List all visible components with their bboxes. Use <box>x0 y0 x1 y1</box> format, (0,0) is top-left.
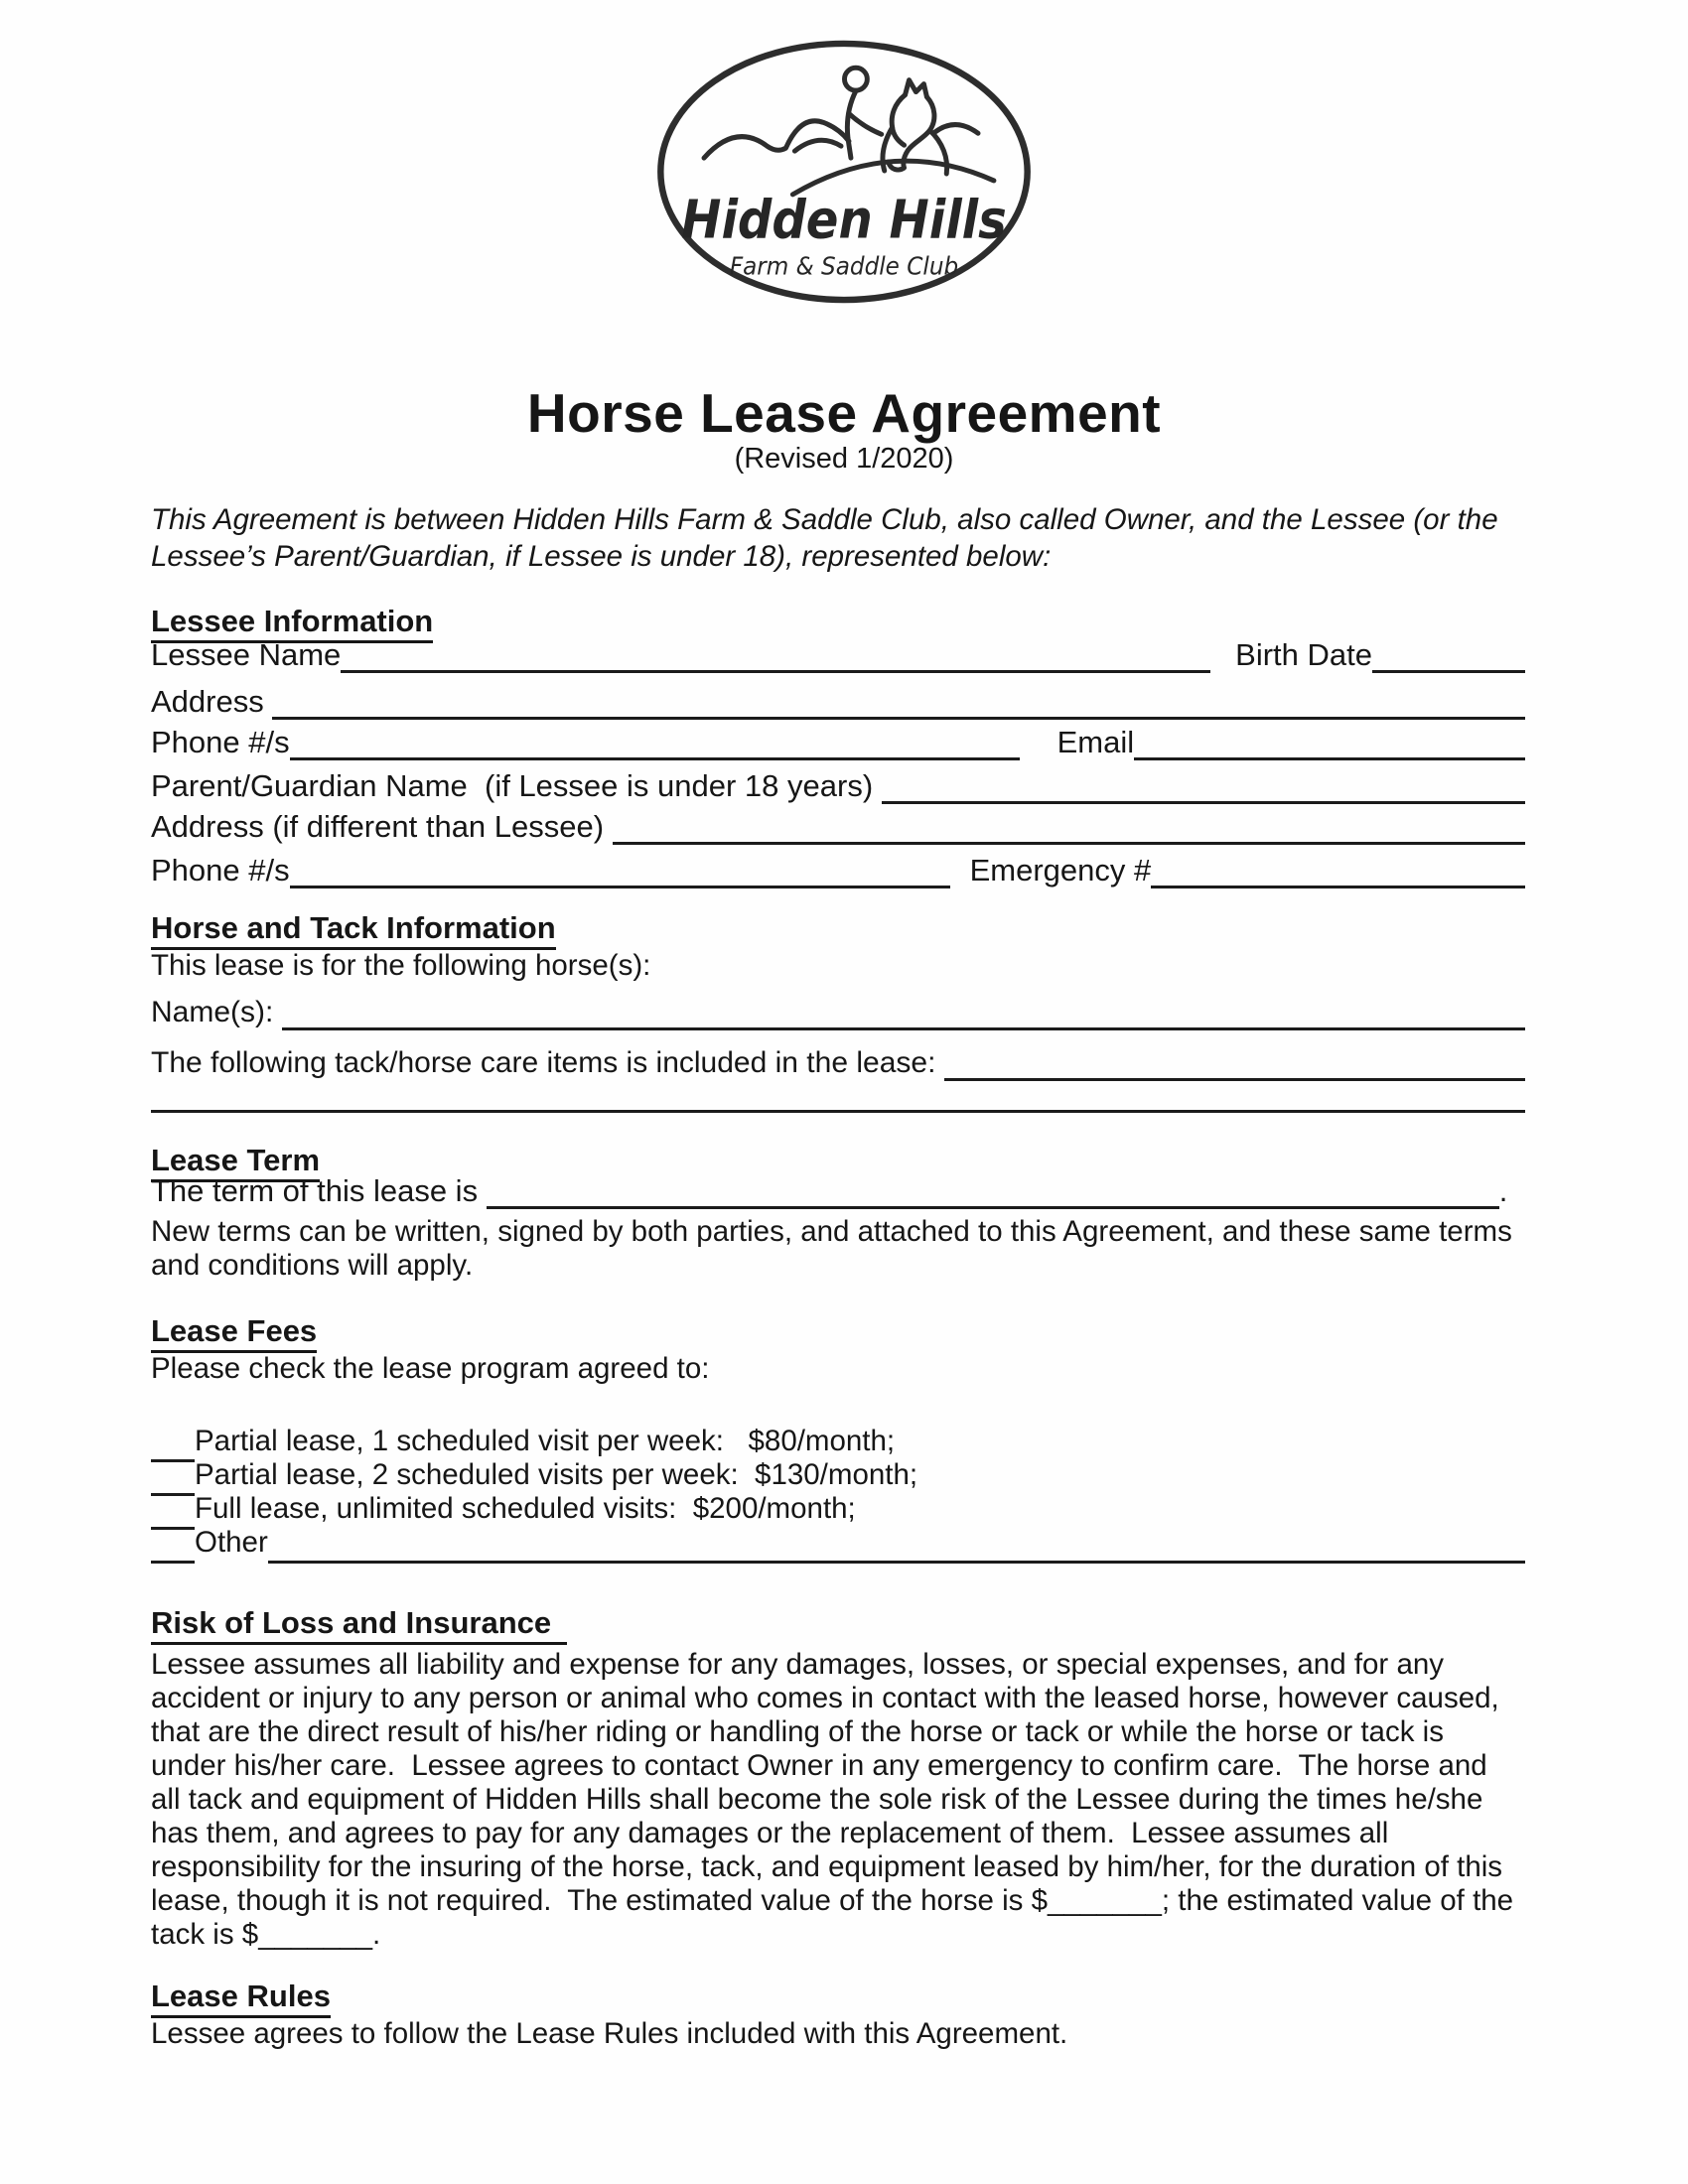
phone-emergency-row <box>151 847 1525 888</box>
risk-line-2: accident or injury to any person or animal who comes in contact with the leased horse, however caused, <box>151 1682 1499 1714</box>
logo-container <box>0 33 1688 314</box>
section-heading-risk: Risk of Loss and Insurance <box>151 1604 567 1645</box>
logo-name-text: Hidden Hills <box>681 188 1007 251</box>
logo-tagline-text: Farm & Saddle Club <box>729 251 959 281</box>
section-heading-lease-rules: Lease Rules <box>151 1978 331 2018</box>
tack-items-field[interactable] <box>944 1074 1525 1081</box>
lessee-name-label: Lessee Name <box>151 637 342 672</box>
lessee-name-field[interactable] <box>341 666 1210 673</box>
address2-label: Address (if different than Lessee) <box>151 809 613 844</box>
section-heading-lease-term: Lease Term <box>151 1142 320 1182</box>
email-label: Email <box>1056 725 1135 759</box>
phone-field[interactable] <box>290 753 1020 760</box>
page-title: Horse Lease Agreement <box>526 382 1162 444</box>
intro-line-2: Lessee’s Parent/Guardian, if Lessee is under 18), represented below: <box>151 540 1052 573</box>
fee-option-full <box>151 1492 1525 1526</box>
section-heading-lessee-information: Lessee Information <box>151 603 433 643</box>
parent-guardian-row <box>151 762 1525 804</box>
parent-guardian-label: Parent/Guardian Name (if Lessee is under 18 years) <box>151 768 882 803</box>
address-label: Address <box>151 684 273 719</box>
horse-intro-line: This lease is for the following horse(s): <box>151 949 651 982</box>
emergency-label: Emergency # <box>969 853 1152 887</box>
lease-term-line-1: New terms can be written, signed by both parties, and attached to this Agreement, and these same terms <box>151 1215 1512 1248</box>
horse-names-label: Name(s): <box>151 996 282 1028</box>
risk-line-5: all tack and equipment of Hidden Hills shall become the sole risk of the Lessee during the times he/she <box>151 1783 1483 1816</box>
lease-term-line-2: and conditions will apply. <box>151 1249 474 1282</box>
risk-line-6: has them, and agrees to pay for any damages or the replacement of them. Lessee assumes all <box>151 1817 1389 1849</box>
horse-names-row <box>151 989 1525 1030</box>
address2-row <box>151 803 1525 845</box>
section-heading-lease-fees: Lease Fees <box>151 1312 317 1353</box>
risk-line-1: Lessee assumes all liability and expense for any damages, losses, or special expenses, and for any <box>151 1648 1445 1681</box>
fee-option-other-label: Other <box>195 1526 268 1559</box>
risk-line-3: that are the direct result of his/her riding or handling of the horse or tack or while the horse or tack is <box>151 1715 1444 1748</box>
fee-option-partial-1 <box>151 1425 1525 1458</box>
birth-date-field[interactable] <box>1372 666 1525 673</box>
tack-items-continuation-field[interactable] <box>151 1086 1525 1113</box>
lease-term-field[interactable] <box>487 1202 1499 1209</box>
fee-option-partial-2 <box>151 1458 1525 1492</box>
fee-option-2-label: Partial lease, 2 scheduled visits per week: $130/month; <box>195 1458 918 1491</box>
phone2-label: Phone #/s <box>151 853 290 887</box>
lease-term-label: The term of this lease is <box>151 1173 487 1208</box>
intro-paragraph <box>151 501 1525 575</box>
risk-line-8: lease, though it is not required. The estimated value of the horse is $_______; the estimated value of the <box>151 1884 1514 1917</box>
lease-fees-intro: Please check the lease program agreed to: <box>151 1352 710 1385</box>
fee-option-other-field[interactable] <box>268 1557 1525 1564</box>
lessee-name-row <box>151 631 1525 673</box>
birth-date-label: Birth Date <box>1235 637 1372 672</box>
revision-note: (Revised 1/2020) <box>734 443 954 475</box>
lease-term-period: . <box>1498 1173 1508 1208</box>
phone-email-row <box>151 719 1525 760</box>
hidden-hills-logo <box>646 33 1042 309</box>
horse-names-field[interactable] <box>282 1024 1525 1030</box>
lease-term-row <box>151 1167 1525 1209</box>
risk-paragraph <box>151 1648 1525 1952</box>
fee-option-1-label: Partial lease, 1 scheduled visit per week: $80/month; <box>195 1425 896 1457</box>
phone2-field[interactable] <box>290 882 950 888</box>
phone-label: Phone #/s <box>151 725 290 759</box>
horse-rider-sketch <box>792 68 994 195</box>
fee-option-3-label: Full lease, unlimited scheduled visits: $200/month; <box>195 1492 856 1525</box>
address-row <box>151 678 1525 720</box>
fee-option-other <box>151 1526 1525 1560</box>
risk-line-7: responsibility for the insuring of the horse, tack, and equipment leased by him/her, for the duration of this <box>151 1850 1503 1883</box>
address2-field[interactable] <box>613 838 1525 845</box>
risk-line-4: under his/her care. Lessee agrees to contact Owner in any emergency to confirm care. The horse and <box>151 1749 1487 1782</box>
email-field[interactable] <box>1134 753 1525 760</box>
risk-line-9: tack is $_______. <box>151 1918 381 1951</box>
emergency-field[interactable] <box>1151 882 1525 888</box>
fee-option-other-checkbox-blank[interactable] <box>151 1557 195 1564</box>
tack-items-label: The following tack/horse care items is included in the lease: <box>151 1046 944 1079</box>
lease-rules-body: Lessee agrees to follow the Lease Rules included with this Agreement. <box>151 2017 1068 2050</box>
section-heading-horse-tack: Horse and Tack Information <box>151 909 556 950</box>
lease-term-paragraph <box>151 1215 1525 1283</box>
tack-items-row <box>151 1039 1525 1081</box>
intro-line-1: This Agreement is between Hidden Hills Farm & Saddle Club, also called Owner, and the Lessee (or the <box>151 503 1498 536</box>
